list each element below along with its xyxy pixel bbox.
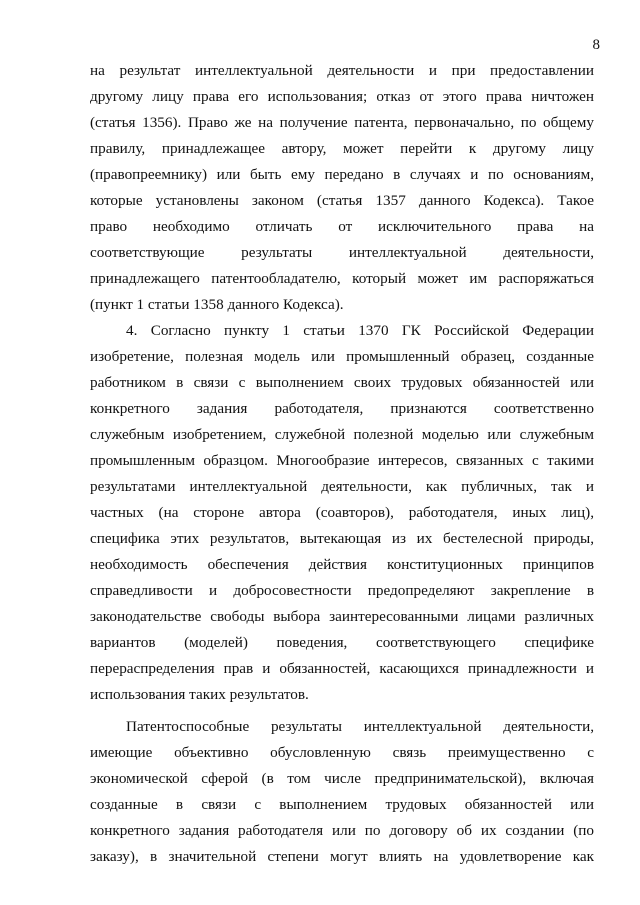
text-line: промышленным образцом. Многообразие интересов, связанных с такими — [90, 452, 594, 469]
text-line: 4. Согласно пункту 1 статьи 1370 ГК Российской Федерации — [126, 322, 594, 339]
text-line: на результат интеллектуальной деятельности и при предоставлении — [90, 62, 594, 79]
text-line: экономической сферой (в том числе предпринимательской), включая — [90, 770, 594, 787]
text-line: (правопреемнику) или быть ему передано в случаях и по основаниям, — [90, 166, 594, 183]
text-line: принадлежащего патентообладателю, который может им распоряжаться — [90, 270, 594, 287]
paragraph — [90, 318, 594, 708]
document-body — [90, 58, 594, 870]
text-line: Патентоспособные результаты интеллектуальной деятельности, — [126, 718, 594, 735]
text-line: законодательстве свободы выбора заинтересованными лицами различных — [90, 608, 594, 625]
text-line: необходимость обеспечения действия конституционных принципов — [90, 556, 594, 573]
text-line: право необходимо отличать от исключительного права на — [90, 218, 594, 235]
page-number: 8 — [592, 37, 600, 53]
text-line: созданные в связи с выполнением трудовых обязанностей или — [90, 796, 594, 813]
text-line: работником в связи с выполнением своих трудовых обязанностей или — [90, 374, 594, 391]
text-line: использования таких результатов. — [90, 686, 309, 703]
text-line: другому лицу права его использования; отказ от этого права ничтожен — [90, 88, 594, 105]
text-line: изобретение, полезная модель или промышленный образец, созданные — [90, 348, 594, 365]
text-line: служебным изобретением, служебной полезной моделью или служебным — [90, 426, 594, 443]
text-line: имеющие объективно обусловленную связь преимущественно с — [90, 744, 594, 761]
paragraph — [90, 58, 594, 318]
text-line: специфика этих результатов, вытекающая из их бестелесной природы, — [90, 530, 594, 547]
text-line: которые установлены законом (статья 1357 данного Кодекса). Такое — [90, 192, 594, 209]
text-line: вариантов (моделей) поведения, соответствующего специфике — [90, 634, 594, 651]
text-line: перераспределения прав и обязанностей, касающихся принадлежности и — [90, 660, 594, 677]
text-line: частных (на стороне автора (соавторов), работодателя, иных лиц), — [90, 504, 594, 521]
text-line: правилу, принадлежащее автору, может перейти к другому лицу — [90, 140, 594, 157]
text-line: заказу), в значительной степени могут влиять на удовлетворение как — [90, 848, 594, 865]
text-line: конкретного задания работодателя, признаются соответственно — [90, 400, 594, 417]
text-line: (статья 1356). Право же на получение патента, первоначально, по общему — [90, 114, 594, 131]
text-line: справедливости и добросовестности предопределяют закрепление в — [90, 582, 594, 599]
text-line: конкретного задания работодателя или по договору об их создании (по — [90, 822, 594, 839]
text-line: результатами интеллектуальной деятельности, как публичных, так и — [90, 478, 594, 495]
text-line: (пункт 1 статьи 1358 данного Кодекса). — [90, 296, 344, 313]
paragraph — [90, 714, 594, 870]
text-line: соответствующие результаты интеллектуальной деятельности, — [90, 244, 594, 261]
